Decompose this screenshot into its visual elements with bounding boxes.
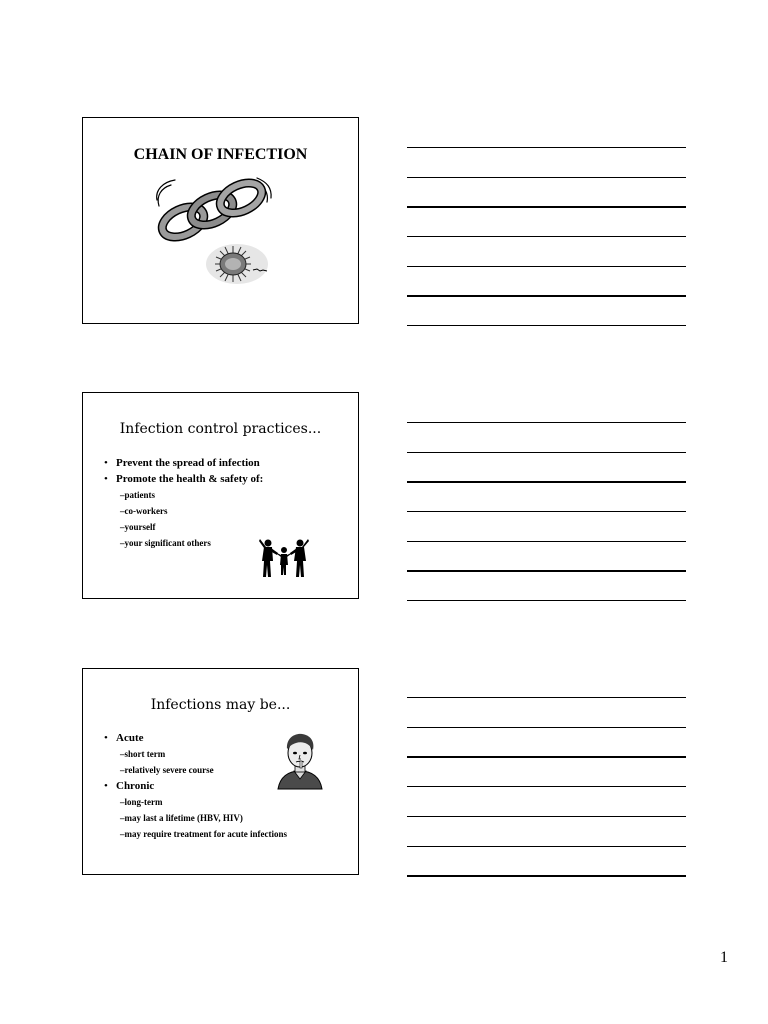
slide-1 [82,117,359,324]
note-line [407,541,686,542]
note-line [407,697,686,698]
note-line [407,570,686,572]
note-line [407,325,686,326]
note-line [407,236,686,237]
slide-3-bullets [103,730,287,842]
note-line [407,846,686,847]
note-line [407,452,686,453]
slide-2 [82,392,359,599]
note-line [407,295,686,297]
sub-bullet-item: – short term [103,746,287,762]
note-line [407,511,686,512]
family-figures-icon [258,537,310,581]
sub-bullet-item: – patients [103,487,263,503]
sub-bullet-item: – may last a lifetime (HBV, HIV) [103,810,287,826]
bullet-item: • Acute [103,730,287,746]
sub-bullet-item: – co-workers [103,503,263,519]
child-portrait-icon [274,731,326,791]
slide-3-title: Infections may be... [150,697,291,713]
note-line [407,600,686,601]
sub-bullet-item: – your significant others [103,535,263,551]
note-line [407,147,686,148]
slide-2-title: Infection control practices... [119,421,322,437]
sub-bullet-item: – may require treatment for acute infections [103,826,287,842]
sub-bullet-item: – relatively severe course [103,762,287,778]
slide-3 [82,668,359,875]
sub-bullet-item: – yourself [103,519,263,535]
bullet-item: • Promote the health & safety of: [103,471,263,487]
chain-links-icon [153,170,273,250]
bullet-item: • Chronic [103,778,287,794]
note-line [407,875,686,877]
note-line [407,756,686,758]
slide-2-bullets [103,455,263,551]
germ-microbe-icon [205,240,275,286]
note-line [407,481,686,483]
note-line [407,816,686,817]
page-number: 1 [720,949,728,966]
slide-1-title: CHAIN OF INFECTION [133,146,308,163]
note-line [407,177,686,178]
sub-bullet-item: – long-term [103,794,287,810]
bullet-item: • Prevent the spread of infection [103,455,263,471]
note-line [407,266,686,267]
note-line [407,422,686,423]
note-line [407,727,686,728]
note-line [407,206,686,208]
note-line [407,786,686,787]
